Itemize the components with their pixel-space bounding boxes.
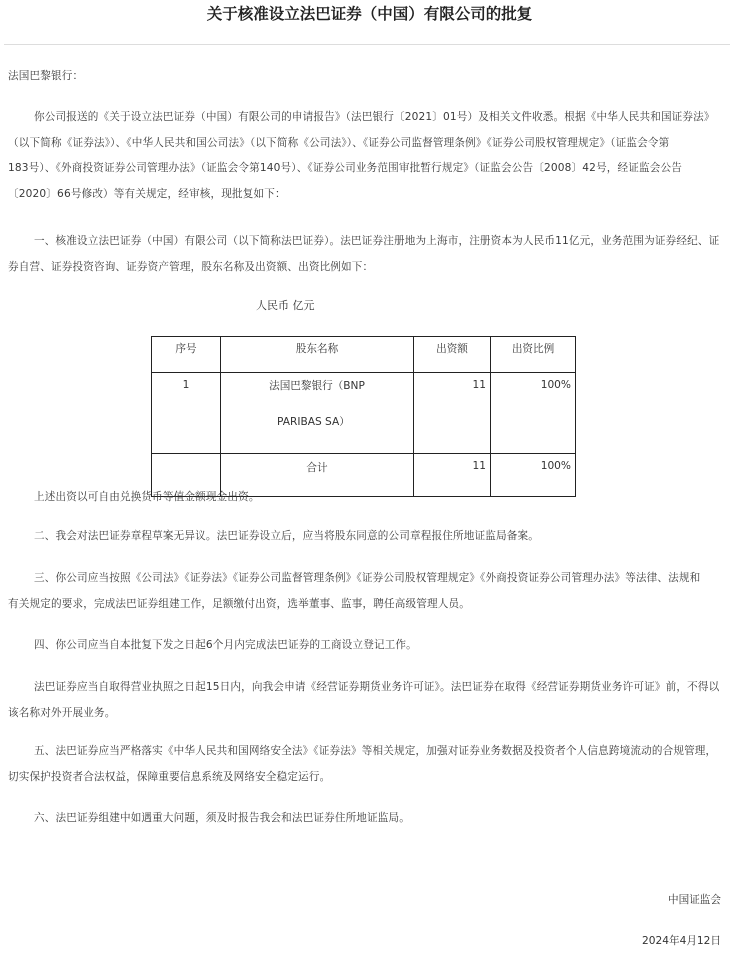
header-ratio: 出资比例 [491,337,576,373]
item2-text: 二、我会对法巴证券章程草案无异议。法巴证券设立后，应当将股东同意的公司章程报住所地证监局备案。 [34,530,539,542]
item5-line: 切实保护投资者合法权益，保障重要信息系统及网络安全稳定运行。 [8,770,331,783]
item3-line: 三、你公司应当按照《公司法》《证券法》《证券公司监督管理条例》《证券公司股权管理规定》《外商投资证券公司管理办法》等法律、法规和 [34,572,701,584]
shareholder-table [151,336,576,497]
document-title: 关于核准设立法巴证券（中国）有限公司的批复 [206,5,533,23]
table-header-row [152,337,576,373]
cell-name-line2: PARIBAS SA） [277,416,350,428]
item5-line: 五、法巴证券应当严格落实《中华人民共和国网络安全法》《证券法》等相关规定，加强对证券业务数据及投资者个人信息跨境流动的合规管理， [34,745,717,757]
item6-paragraph [8,806,724,832]
signature: 中国证监会 [668,894,721,906]
item1-line: 券自营、证券投资咨询、证券资产管理，股东名称及出资额、出资比例如下： [8,260,374,273]
cell-ratio: 100% [491,373,576,454]
item4b-line: 法巴证券应当自取得营业执照之日起15日内，向我会申请《经营证券期货业务许可证》。法巴证券在取得《经营证券期货业务许可证》前，不得以 [34,681,720,693]
table-row [152,373,576,454]
header-name: 股东名称 [221,337,414,373]
intro-line: 〔2020〕66号修改）等有关规定，经审核，现批复如下： [8,187,286,200]
cell-total-ratio: 100% [491,454,576,497]
after-table-text: 上述出资以可自由兑换货币等值金额现金出资。 [34,491,260,503]
cell-amount: 11 [414,373,491,454]
header-no: 序号 [152,337,221,373]
intro-line: 183号）、《外商投资证券公司管理办法》（证监会令第140号）、《证券公司业务范围审批暂行规定》（证监会公告〔2008〕42号，经证监会公告 [8,162,683,174]
header-amount: 出资额 [414,337,491,373]
cell-no: 1 [152,373,221,454]
item4b-paragraph [8,675,724,726]
item4-paragraph [8,633,724,659]
item4-text: 四、你公司应当自本批复下发之日起6个月内完成法巴证券的工商设立登记工作。 [34,639,417,651]
title-divider [4,44,730,45]
addressee-text: 法国巴黎银行： [8,70,84,82]
intro-line: 你公司报送的《关于设立法巴证券（中国）有限公司的申请报告》（法巴银行〔2021〕01号）及相关文件收悉。根据《中华人民共和国证券法》 [34,111,715,123]
table-unit-label: 人民币 亿元 [256,299,315,312]
item6-text: 六、法巴证券组建中如遇重大问题，须及时报告我会和法巴证券住所地证监局。 [34,812,411,824]
cell-name-line1: 法国巴黎银行（BNP [269,380,365,392]
item1-paragraph [8,229,724,280]
cell-total-amount: 11 [414,454,491,497]
item5-paragraph [8,739,724,790]
intro-paragraph [8,105,724,207]
item4b-line: 该名称对外开展业务。 [8,706,116,719]
item3-paragraph [8,566,724,617]
cell-name [221,373,414,454]
cell-total-label: 合计 [221,454,414,497]
date: 2024年4月12日 [642,935,721,947]
addressee [8,64,724,90]
item1-line: 一、核准设立法巴证券（中国）有限公司（以下简称法巴证券）。法巴证券注册地为上海市，注册资本为人民币11亿元，业务范围为证券经纪、证 [34,235,720,247]
intro-line: （以下简称《证券法》）、《中华人民共和国公司法》（以下简称《公司法》）、《证券公司监督管理条例》《证券公司股权管理规定》（证监会令第 [8,136,670,149]
item3-line: 有关规定的要求，完成法巴证券组建工作，足额缴付出资，选举董事、监事，聘任高级管理人员。 [8,597,470,610]
after-table-paragraph [8,485,724,511]
item2-paragraph [8,524,724,550]
